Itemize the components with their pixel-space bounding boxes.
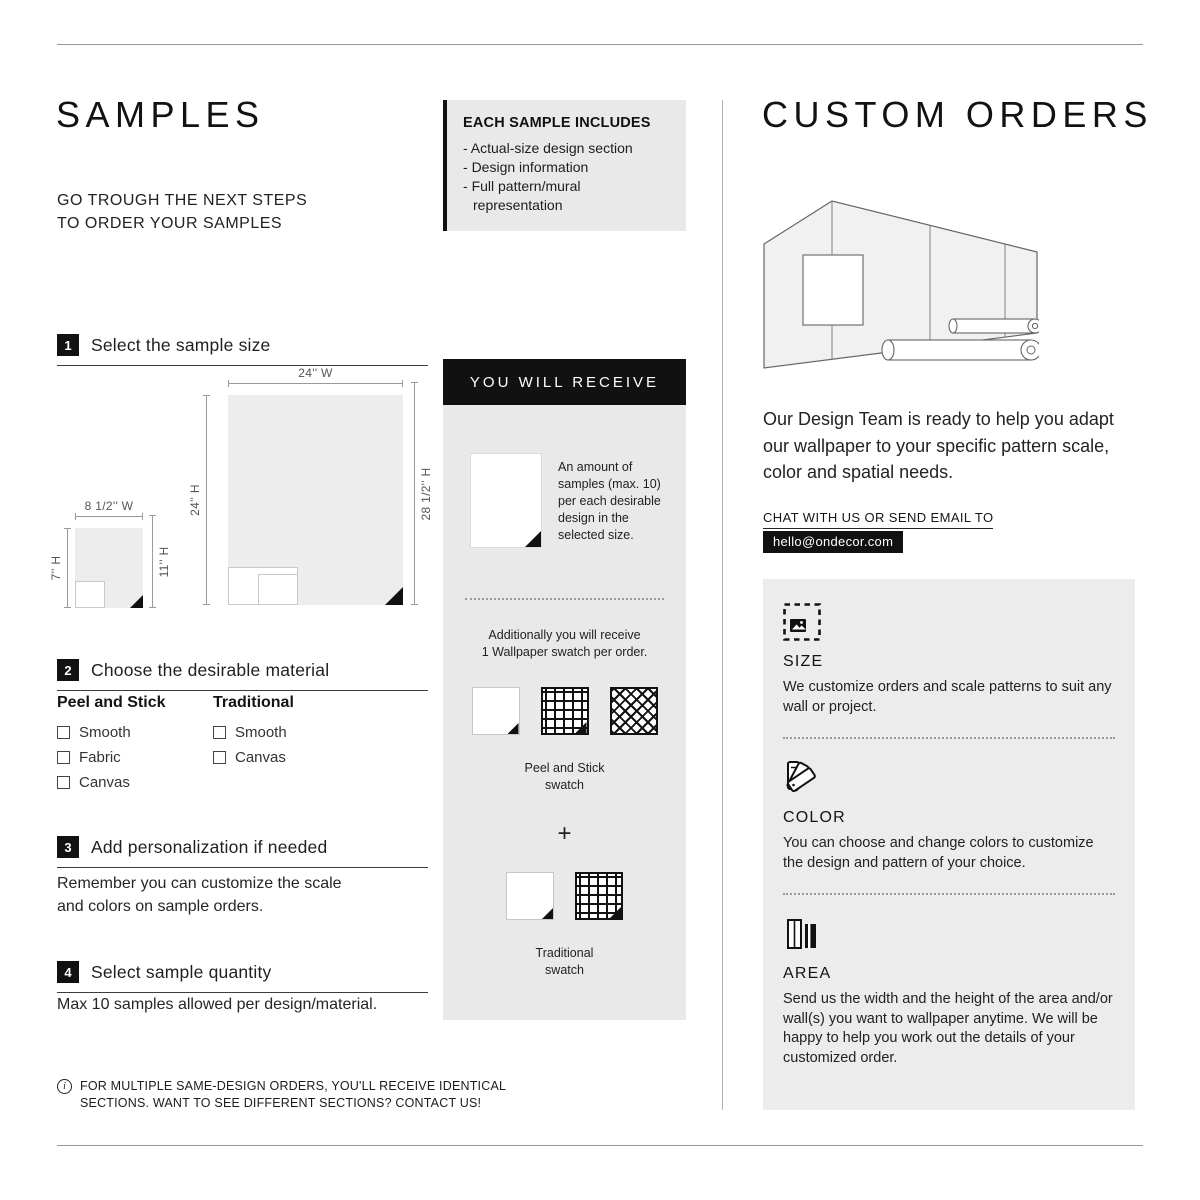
footnote-line1: FOR MULTIPLE SAME-DESIGN ORDERS, YOU'LL RECEIVE IDENTICAL <box>80 1079 507 1093</box>
includes-item-2: - Design information <box>463 158 672 177</box>
additional-text-line2: 1 Wallpaper swatch per order. <box>481 645 648 659</box>
plus-sign: + <box>557 820 572 847</box>
traditional-plain-swatch-fold <box>542 908 553 919</box>
option-trad-smooth <box>213 724 333 741</box>
option-peel-smooth-label: Smooth <box>79 724 131 741</box>
column-divider <box>722 100 723 1110</box>
you-will-receive-panel <box>443 405 686 1020</box>
additional-text-line1: Additionally you will receive <box>488 628 641 642</box>
feature-size-title: SIZE <box>783 653 824 670</box>
traditional-swatch-label <box>443 945 686 979</box>
option-peel-canvas <box>57 774 177 791</box>
panel-dotted-divider <box>465 598 664 600</box>
info-icon: i <box>57 1079 72 1094</box>
material-options <box>57 694 333 799</box>
option-peel-canvas-label: Canvas <box>79 774 130 791</box>
large-width-line <box>228 383 403 384</box>
traditional-title: Traditional <box>213 694 294 711</box>
each-sample-includes-box <box>443 100 686 231</box>
traditional-swatch-label-line1: Traditional <box>535 946 594 960</box>
large-height-left-label: 24'' H <box>188 484 202 516</box>
includes-item-1: - Actual-size design section <box>463 139 672 158</box>
large-width-label: 24'' W <box>298 366 333 380</box>
feature-color-title: COLOR <box>783 809 846 826</box>
plain-swatch-fold <box>508 723 519 734</box>
small-width-label: 8 1/2'' W <box>84 499 134 513</box>
custom-orders-title: CUSTOM ORDERS <box>762 94 1153 135</box>
grid-swatch-fold <box>576 722 587 733</box>
step-2-number: 2 <box>57 659 79 681</box>
footnote-line2: SECTIONS. WANT TO SEE DIFFERENT SECTIONS? CONTACT US! <box>80 1096 482 1110</box>
step-1-header <box>57 334 428 366</box>
traditional-grid-swatch-icon <box>575 872 623 920</box>
traditional-plain-swatch-icon <box>506 872 554 920</box>
feature-color-text: You can choose and change colors to customize the design and pattern of your choice. <box>783 835 1094 871</box>
crosshatch-swatch-icon <box>610 687 658 735</box>
wallpaper-roll-large <box>882 340 1039 360</box>
custom-orders-intro: Our Design Team is ready to help you adapt our wallpaper to your specific pattern scale, color and spatial needs. <box>763 409 1114 482</box>
checkbox-peel-smooth[interactable] <box>57 726 70 739</box>
peel-and-stick-column <box>57 694 177 799</box>
step-3-description: Remember you can customize the scale and colors on sample orders. <box>57 875 342 915</box>
wallpaper-roll-small <box>949 319 1039 333</box>
small-height-right-dimension <box>152 515 176 608</box>
small-height-right-label: 11'' H <box>157 546 171 577</box>
large-sample-rectangle <box>228 395 403 605</box>
area-icon <box>783 915 821 953</box>
option-trad-canvas <box>213 749 333 766</box>
peel-and-stick-title: Peel and Stick <box>57 694 166 711</box>
custom-order-features-panel <box>763 579 1135 1110</box>
large-height-right-line <box>414 382 415 605</box>
small-height-right-line <box>152 515 153 608</box>
plain-swatch-icon <box>472 687 520 735</box>
checkbox-trad-smooth[interactable] <box>213 726 226 739</box>
feature-area-title: AREA <box>783 965 832 982</box>
samples-intro <box>57 189 307 235</box>
option-peel-smooth <box>57 724 177 741</box>
chat-with-us-label: CHAT WITH US OR SEND EMAIL TO <box>763 510 993 529</box>
small-sample-rectangle <box>75 528 143 608</box>
traditional-column <box>213 694 333 799</box>
peel-swatch-label-line2: swatch <box>545 778 584 792</box>
top-divider <box>57 44 1143 45</box>
step-3-number: 3 <box>57 836 79 858</box>
traditional-swatch-row <box>443 872 686 920</box>
step-4-label: Select sample quantity <box>91 961 272 982</box>
small-height-left-line <box>67 528 68 608</box>
traditional-swatch-label-line2: swatch <box>545 963 584 977</box>
grid-swatch-icon <box>541 687 589 735</box>
peel-swatch-row <box>443 687 686 735</box>
small-width-dimension <box>75 499 143 517</box>
step-3-label: Add personalization if needed <box>91 836 328 857</box>
step-1-number: 1 <box>57 334 79 356</box>
large-height-left-line <box>206 395 207 605</box>
small-height-left-dimension <box>44 528 68 608</box>
step-4-header <box>57 961 428 993</box>
wall-illustration <box>763 198 1039 375</box>
peel-swatch-label <box>443 760 686 794</box>
email-link[interactable]: hello@ondecor.com <box>763 531 903 553</box>
step-4-number: 4 <box>57 961 79 983</box>
includes-title: EACH SAMPLE INCLUDES <box>463 115 651 131</box>
option-peel-fabric-label: Fabric <box>79 749 121 766</box>
samples-amount-row <box>470 453 686 548</box>
large-sample-fold-corner <box>385 587 403 605</box>
sample-size-diagram <box>49 366 433 618</box>
feature-color <box>783 737 1115 873</box>
feature-area <box>783 893 1115 1068</box>
small-sample-fold-corner <box>130 595 143 608</box>
small-width-line <box>75 516 143 517</box>
small-sample-inner-section <box>75 581 105 608</box>
wall-illustration-svg <box>763 198 1039 370</box>
feature-area-text: Send us the width and the height of the area and/or wall(s) you want to wallpaper anytime. We will be happy to help you work out the details of your customized order. <box>783 991 1113 1066</box>
small-height-left-label: 7'' H <box>49 555 63 581</box>
option-peel-fabric <box>57 749 177 766</box>
peel-swatch-label-line1: Peel and Stick <box>524 761 605 775</box>
bottom-divider <box>57 1145 1143 1146</box>
samples-title: SAMPLES <box>56 94 265 135</box>
samples-intro-line2: TO ORDER YOUR SAMPLES <box>57 215 283 232</box>
checkbox-peel-canvas[interactable] <box>57 776 70 789</box>
footnote <box>57 1078 506 1112</box>
option-trad-canvas-label: Canvas <box>235 749 286 766</box>
step-2-header <box>57 659 428 691</box>
feature-size <box>783 603 1115 717</box>
checkbox-trad-canvas[interactable] <box>213 751 226 764</box>
you-will-receive-header: YOU WILL RECEIVE <box>443 359 686 405</box>
large-height-right-dimension <box>414 382 438 605</box>
footnote-text <box>80 1078 506 1112</box>
step-3-header <box>57 836 428 868</box>
option-trad-smooth-label: Smooth <box>235 724 287 741</box>
large-height-right-label: 28 1/2'' H <box>419 467 433 520</box>
step-4-description: Max 10 samples allowed per design/material. <box>57 996 378 1013</box>
color-icon <box>783 759 821 797</box>
large-width-dimension <box>228 366 403 384</box>
step-2-label: Choose the desirable material <box>91 659 330 680</box>
checkbox-peel-fabric[interactable] <box>57 751 70 764</box>
large-height-left-dimension <box>183 395 207 605</box>
large-sample-inner-section-2 <box>258 574 298 605</box>
size-icon <box>783 603 821 641</box>
sample-sheet-fold-corner <box>525 531 541 547</box>
step-1-label: Select the sample size <box>91 334 271 355</box>
samples-amount-text: An amount of samples (max. 10) per each desirable design in the selected size. <box>558 460 661 542</box>
feature-size-text: We customize orders and scale patterns to suit any wall or project. <box>783 679 1112 715</box>
includes-item-3: - Full pattern/mural representation <box>463 177 672 215</box>
sample-sheet-icon <box>470 453 542 548</box>
additional-text <box>443 627 686 661</box>
samples-intro-line1: GO TROUGH THE NEXT STEPS <box>57 192 308 209</box>
traditional-grid-swatch-fold <box>610 907 621 918</box>
